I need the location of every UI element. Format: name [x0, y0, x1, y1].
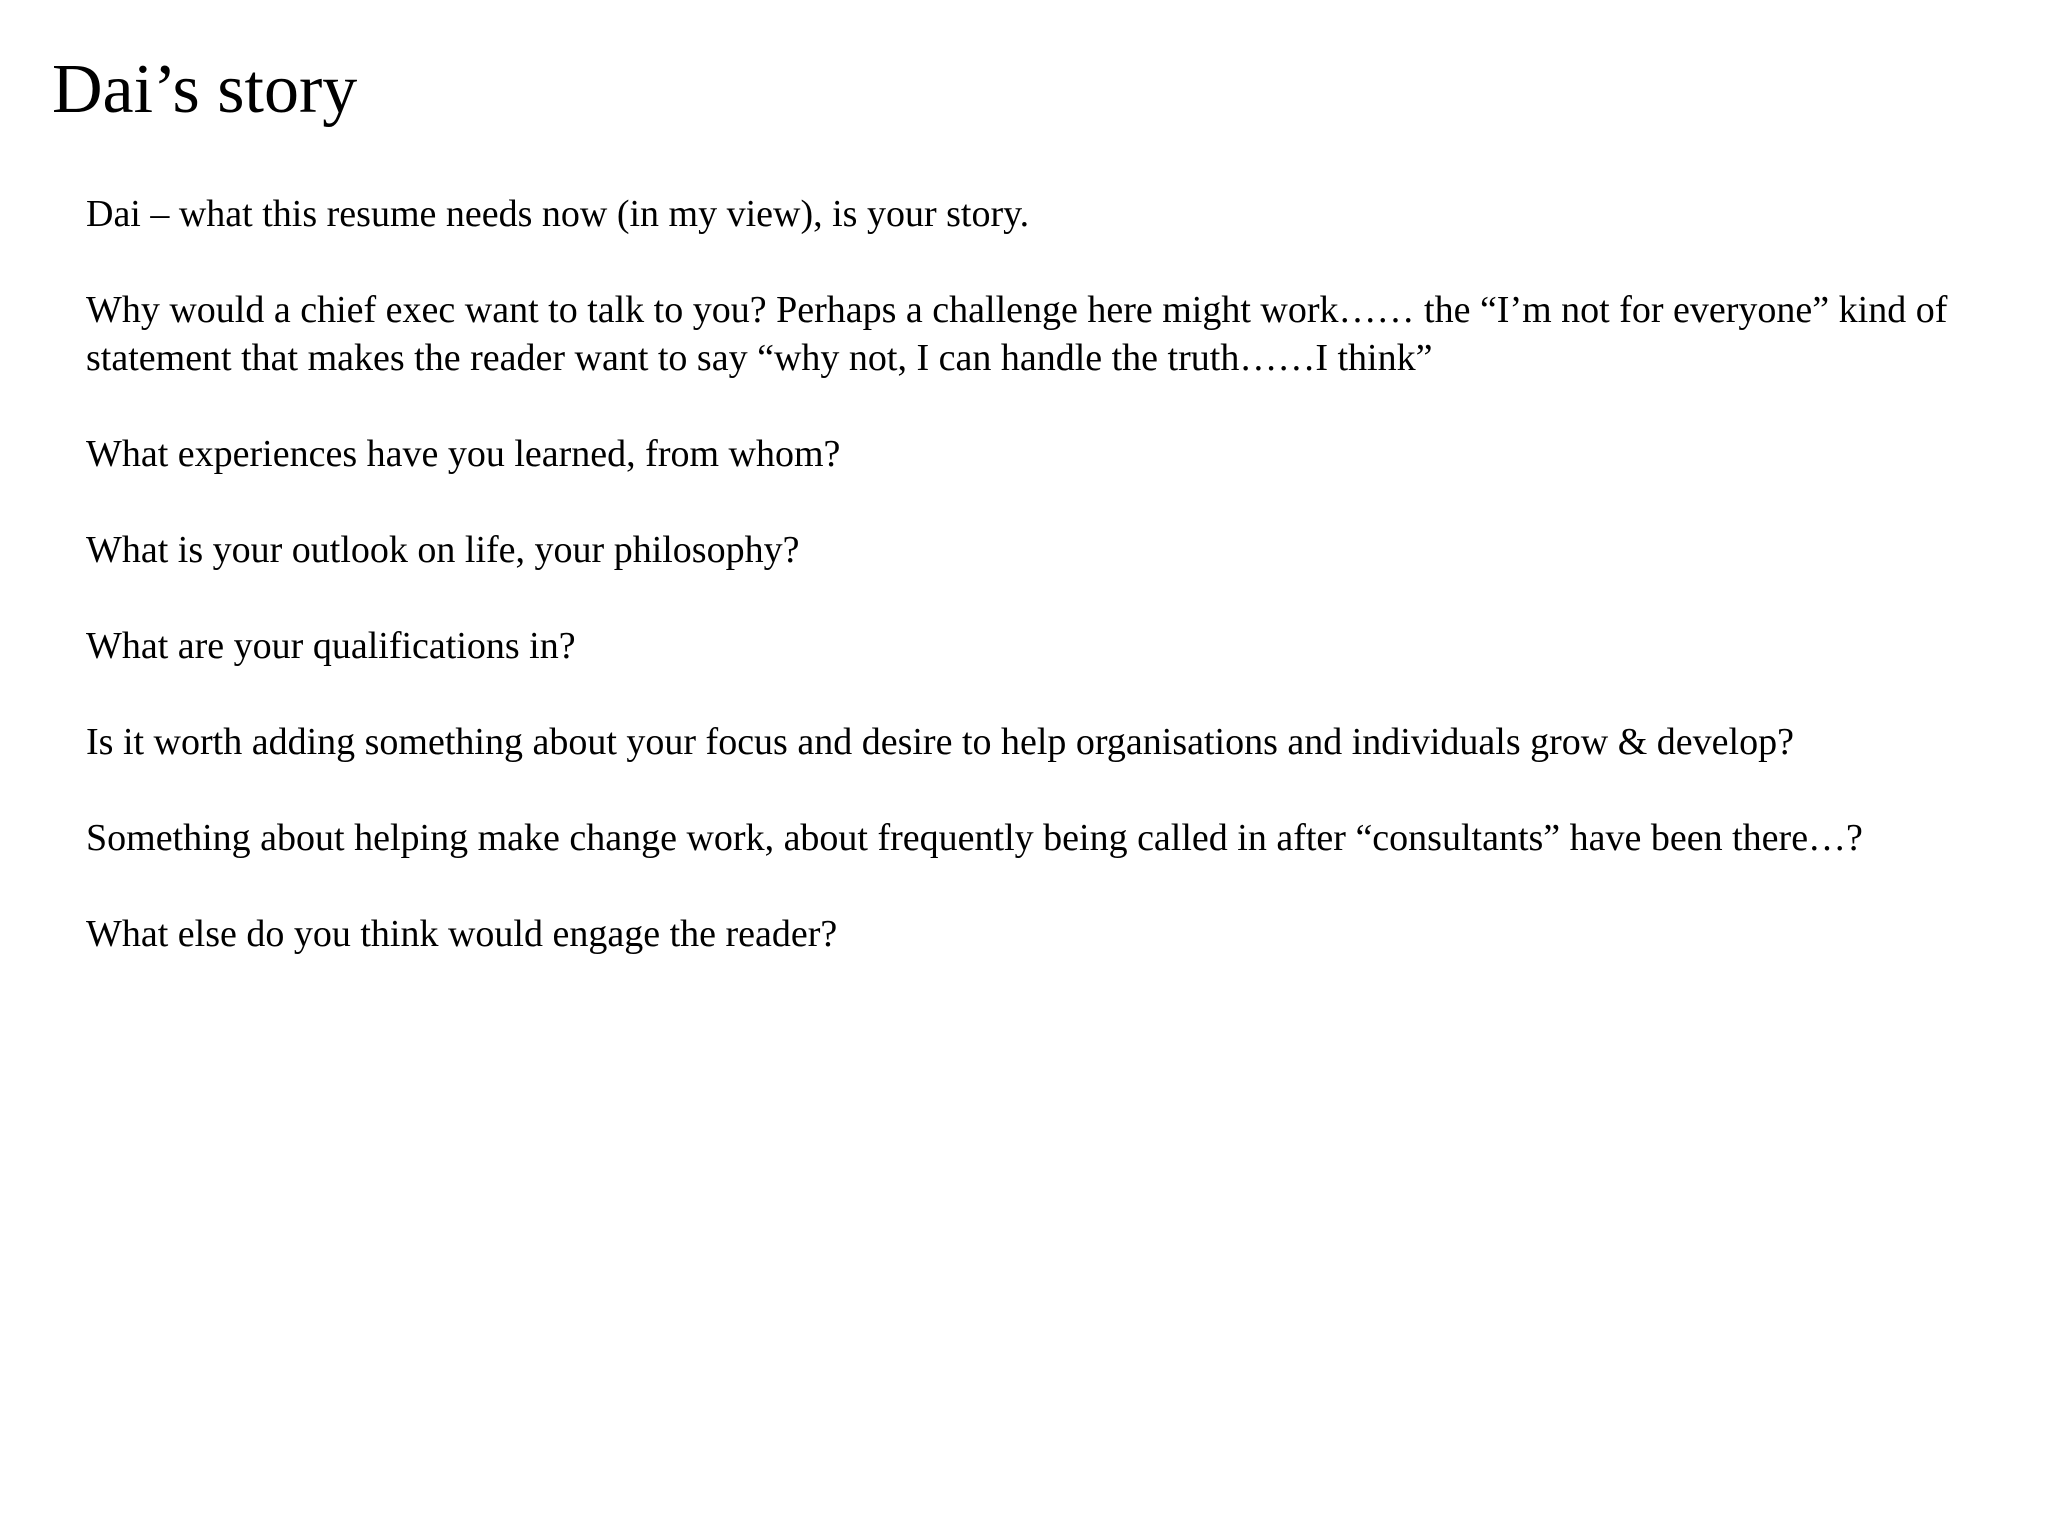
paragraph-experiences-question: What experiences have you learned, from whom?: [86, 433, 841, 475]
paragraph-focus-question: Is it worth adding something about your focus and desire to help organisations and individuals grow & develop?: [86, 721, 1794, 763]
paragraph-intro: Dai – what this resume needs now (in my view), is your story.: [86, 193, 1030, 235]
paragraph-chief-exec-question: Why would a chief exec want to talk to you? Perhaps a challenge here might work…… the “I’m not for everyone” kind of statement that makes the reader want to say “why not, I can handle the truth……I think”: [86, 289, 1948, 379]
paragraph-outlook-question: What is your outlook on life, your philosophy?: [86, 529, 800, 571]
paragraph-qualifications-question: What are your qualifications in?: [86, 625, 576, 667]
slide-body: [86, 190, 2006, 1006]
paragraph-change-question: Something about helping make change work, about frequently being called in after “consultants” have been there…?: [86, 817, 1863, 859]
slide-title: Dai’s story: [52, 51, 358, 128]
paragraph-engage-question: What else do you think would engage the reader?: [86, 913, 838, 955]
